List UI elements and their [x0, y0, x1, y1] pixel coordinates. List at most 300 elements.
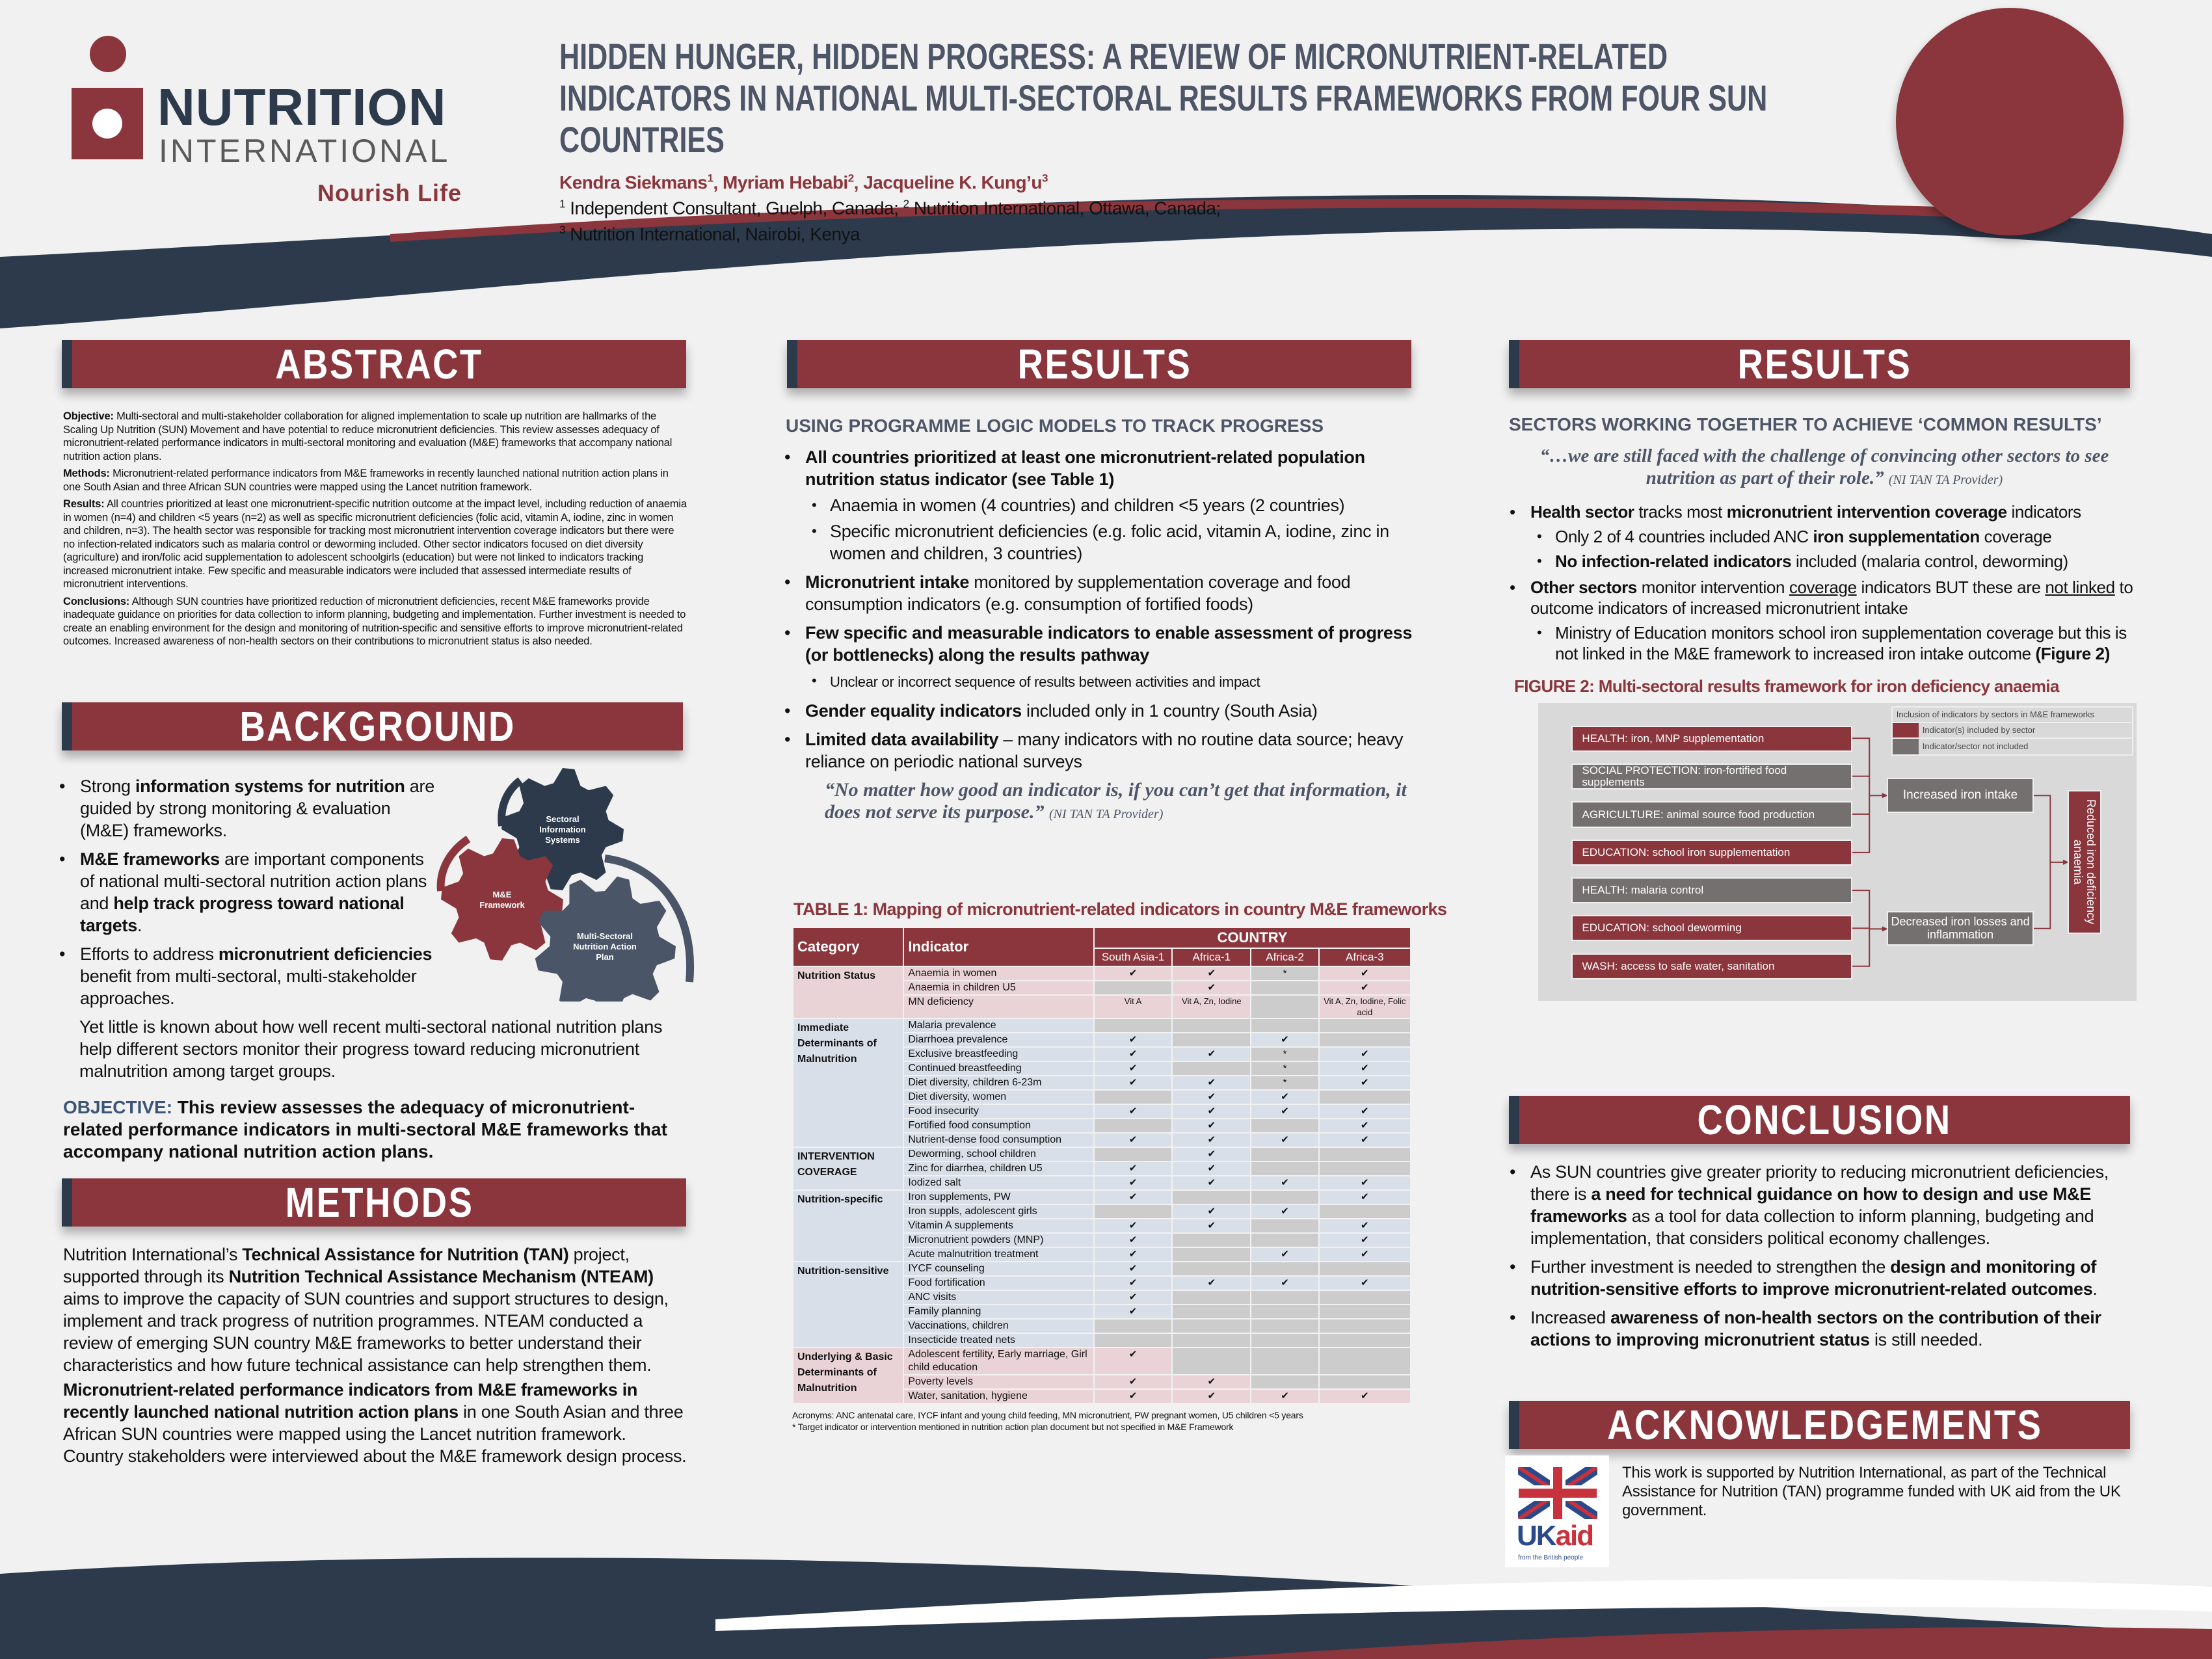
text-run: in one South Asian and three African SUN countries were mapped using the Lancet nutrition framework. Country stakeholders were interviewed about the M&E framework design process. [63, 1402, 687, 1466]
text-run: All countries prioritized at least one micronutrient-related population nutrition status indicator (see Table 1) [805, 447, 1365, 489]
results-bullets [780, 446, 1418, 773]
country-cell: ✔ [1319, 1119, 1411, 1133]
methods-body [63, 1243, 687, 1467]
country-cell [1251, 1319, 1318, 1333]
background-bullets [55, 775, 439, 1009]
country-cell: ✔ [1319, 1233, 1411, 1247]
indicator-cell: Vaccinations, children [903, 1319, 1094, 1333]
indicator-cell: Iodized salt [903, 1176, 1094, 1190]
text-run: coverage [1979, 527, 2052, 546]
column-2-flow [780, 415, 1418, 825]
country-cell: ✔ [1094, 1219, 1172, 1233]
country-cell: ✔ [1172, 1076, 1251, 1090]
conclusion-bullet [1506, 1307, 2143, 1351]
background-bullet [55, 848, 439, 936]
text-run: . [137, 916, 142, 935]
country-cell: ✔ [1094, 1233, 1172, 1247]
country-cell [1172, 1333, 1251, 1347]
legend-swatch-included [1893, 723, 1919, 737]
country-cell [1251, 1233, 1318, 1247]
author-name: Jacqueline K. $Kung’u^3$ [863, 172, 1048, 193]
indicator-cell: Diarrhoea prevalence [903, 1033, 1094, 1047]
indicator-cell: Deworming, school children [903, 1147, 1094, 1161]
country-cell: ✔ [1319, 1190, 1411, 1204]
conclusion-heading [1509, 1096, 2130, 1144]
text-run: Limited data availability [805, 730, 999, 749]
abstract-paragraph [63, 410, 687, 463]
indicator-cell: Vitamin A supplements [903, 1219, 1094, 1233]
country-cell [1319, 1305, 1411, 1319]
country-cell [1251, 1333, 1318, 1347]
category-cell: Underlying & Basic Determinants of Malnutrition [793, 1347, 903, 1403]
indicator-table [792, 927, 1411, 1433]
table-notes [792, 1409, 1411, 1433]
text-run: Anaemia in women (4 countries) and children <5 years (2 countries) [830, 496, 1345, 515]
country-cell: ✔ [1251, 1276, 1318, 1290]
indicator-cell: Food fortification [903, 1276, 1094, 1290]
country-cell: ✔ [1094, 1247, 1172, 1262]
sector-box: AGRICULTURE: animal source food production [1573, 803, 1851, 826]
sector-box: HEALTH: iron, MNP supplementation [1573, 727, 1851, 750]
country-cell [1094, 1018, 1172, 1033]
results-subheading: USING PROGRAMME LOGIC MODELS TO TRACK PROGRESS [786, 416, 1324, 436]
sector-box: EDUCATION: school iron supplementation [1573, 841, 1851, 864]
objective-label: OBJECTIVE: [63, 1097, 173, 1117]
col-header-country: COUNTRY [1094, 927, 1411, 948]
text-run: No infection-related indicators [1555, 551, 1792, 571]
background-heading [62, 702, 683, 750]
affiliation: Independent Consultant, Guelph, Canada; [565, 198, 903, 219]
country-cell: ✔ [1172, 1161, 1251, 1176]
abstract-body [63, 410, 687, 652]
quote-text: “No matter how good an indicator is, if you can’t get that information, it does not serve its purpose.” [825, 779, 1407, 823]
country-cell: ✔ [1251, 1090, 1318, 1104]
author-name: Myriam Hebabi$^2$ [723, 172, 854, 193]
country-cell: * [1251, 1047, 1318, 1061]
col-header-category: Category [793, 927, 903, 966]
text-run: Specific micronutrient deficiencies (e.g. folic acid, vitamin A, iodine, zinc in women and children, 3 countries) [830, 522, 1389, 563]
country-cell: ✔ [1094, 1305, 1172, 1319]
indicator-cell: Diet diversity, women [903, 1090, 1094, 1104]
gear-label: M&E [492, 890, 512, 899]
col-header-indicator: Indicator [903, 927, 1094, 966]
results-bullet [780, 571, 1418, 615]
country-cell: ✔ [1094, 1389, 1172, 1403]
text-run: to outcome indicators of increased micronutrient intake [1530, 577, 2133, 618]
quote-text: “…we are still faced with the challenge of convincing other sectors to see nutrition as part of their role.” [1539, 445, 2109, 488]
country-cell [1251, 1161, 1318, 1176]
country-cell: ✔ [1172, 1047, 1251, 1061]
title-line: COUNTRIES [559, 119, 725, 160]
country-cell: ✔ [1251, 1389, 1318, 1403]
country-cell [1319, 1333, 1411, 1347]
country-cell: ✔ [1094, 1061, 1172, 1076]
country-cell [1094, 1147, 1172, 1161]
country-cell [1172, 1018, 1251, 1033]
gear-label: Nutrition Action [573, 942, 637, 951]
text-run: Few specific and measurable indicators to enable assessment of progress (or bottlenecks) along the results pathway [805, 623, 1413, 665]
country-cell: ✔ [1251, 1133, 1318, 1147]
country-cell: ✔ [1172, 1090, 1251, 1104]
country-cell [1319, 1319, 1411, 1333]
column-3-flow [1506, 414, 2140, 1001]
indicator-cell: Acute malnutrition treatment [903, 1247, 1094, 1262]
text-run: Methods: [63, 468, 110, 479]
country-cell [1172, 1033, 1251, 1047]
text-run: coverage [1789, 577, 1857, 597]
results-heading [787, 340, 1411, 388]
country-cell [1094, 1090, 1172, 1104]
text-run: Unclear or incorrect sequence of results between activities and impact [830, 674, 1260, 690]
country-cell: ✔ [1251, 1104, 1318, 1119]
text-run: tracks most [1634, 502, 1727, 522]
conclusion-bullet [1506, 1256, 2143, 1300]
text-run: Only 2 of 4 countries included ANC [1555, 527, 1813, 546]
text-run: project, supported through its [63, 1245, 630, 1286]
indicator-cell: Iron suppls, adolescent girls [903, 1204, 1094, 1219]
col-header-country-name: Africa-1 [1172, 948, 1251, 966]
country-cell [1172, 1233, 1251, 1247]
sub-bullet [1530, 551, 2140, 572]
country-cell: ✔ [1319, 1176, 1411, 1190]
asterisk-note: * Target indicator or intervention mentioned in nutrition action plan document but not specified in M&E Framework [792, 1422, 1234, 1432]
text-run: a need for technical guidance on how to design and use M&E frameworks [1530, 1184, 2092, 1226]
country-cell: ✔ [1251, 1176, 1318, 1190]
country-cell [1251, 1262, 1318, 1276]
gear-label: Framework [479, 900, 525, 910]
acknowledgements-heading-text: ACKNOWLEDGEMENTS [1606, 1401, 2043, 1448]
results-bullets-2 [1506, 501, 2140, 664]
category-cell: Immediate Determinants of Malnutrition [793, 1018, 903, 1147]
country-cell: * [1251, 966, 1318, 981]
category-cell: Nutrition-specific [793, 1190, 903, 1262]
column-1-flow [55, 702, 689, 1470]
country-cell [1319, 1090, 1411, 1104]
table-row [793, 1018, 1411, 1033]
conclusion-heading-text: CONCLUSION [1697, 1096, 1952, 1143]
figure-title: FIGURE 2: Multi-sectoral results framework for iron deficiency anaemia [1514, 676, 2059, 696]
country-cell: ✔ [1172, 1119, 1251, 1133]
text-run: Health sector [1530, 502, 1634, 522]
indicator-cell: Food insecurity [903, 1104, 1094, 1119]
text-run: is still needed. [1869, 1330, 1983, 1349]
country-cell: ✔ [1319, 1219, 1411, 1233]
text-run: Efforts to address [80, 944, 219, 964]
results-bullet [780, 700, 1418, 722]
country-cell [1319, 1347, 1411, 1375]
country-cell: ✔ [1251, 1033, 1318, 1047]
sub-bullet [805, 494, 1418, 516]
gear-label: Information [539, 825, 586, 834]
text-run: Micronutrient intake [805, 572, 970, 592]
country-cell [1094, 1319, 1172, 1333]
country-cell [1319, 1033, 1411, 1047]
country-cell [1319, 1290, 1411, 1305]
text-run: iron supplementation [1813, 527, 1980, 546]
country-cell: ✔ [1319, 1047, 1411, 1061]
methods-heading [62, 1178, 686, 1227]
text-run: Conclusions: [63, 595, 130, 607]
text-run: micronutrient deficiencies [218, 944, 433, 964]
country-cell: ✔ [1094, 1347, 1172, 1375]
text-run: included only in 1 country (South Asia) [1021, 701, 1318, 721]
legend-swatch-not-included [1893, 739, 1919, 754]
country-cell: ✔ [1319, 1104, 1411, 1119]
country-cell: ✔ [1094, 1190, 1172, 1204]
country-cell [1172, 1347, 1251, 1375]
legend-title: Inclusion of indicators by sectors in M&E frameworks [1896, 710, 2094, 720]
poster-title [559, 36, 2128, 161]
country-cell [1094, 1333, 1172, 1347]
table-row [793, 1190, 1411, 1204]
results-heading-text: RESULTS [1017, 341, 1192, 388]
country-cell: ✔ [1251, 1247, 1318, 1262]
country-cell: ✔ [1319, 1133, 1411, 1147]
text-run: Multi-sectoral and multi-stakeholder collaboration for aligned implementation to scale up nutrition are hallmarks of the Scaling Up Nutrition (SUN) Movement and have potential to reduce micronutrient deficiencies. This review assesses adequacy of micronutrient-related performance indicators in multi-sectoral monitoring and evaluation (M&E) frameworks that accompany national nutrition action plans. [63, 410, 673, 462]
country-cell [1172, 1061, 1251, 1076]
country-cell [1251, 1018, 1318, 1033]
indicator-cell: Exclusive breastfeeding [903, 1047, 1094, 1061]
text-run: are important components of national multi-sectoral nutrition action plans and [80, 849, 427, 913]
country-cell: * [1251, 1076, 1318, 1090]
country-cell: ✔ [1172, 1204, 1251, 1219]
text-run: . [2092, 1279, 2098, 1299]
sector-box: HEALTH: malaria control [1573, 879, 1851, 902]
text-run: Technical Assistance for Nutrition (TAN) [242, 1245, 569, 1264]
text-run: M&E frameworks [80, 849, 220, 869]
country-cell: ✔ [1319, 1076, 1411, 1090]
abstract-heading [62, 340, 686, 388]
indicator-cell: Nutrient-dense food consumption [903, 1133, 1094, 1147]
country-cell: ✔ [1319, 1061, 1411, 1076]
logo-tagline: Nourish Life [317, 179, 462, 206]
text-run: Increased [1530, 1308, 1611, 1327]
country-cell: ✔ [1172, 981, 1251, 995]
text-run: Although SUN countries have prioritized reduction of micronutrient deficiencies, recent M&E frameworks provide inadequate guidance on priorities for data collection to inform planning, budgeting and implementation. Further investment is needed to create an enabling environment for the design and monitoring of nutrition-specific and sensitive efforts to improve micronutrient-related outcomes. Increased awareness of non-health sectors on their contributions to micronutrient status is also needed. [63, 595, 686, 647]
country-cell [1319, 1018, 1411, 1033]
text-run: indicators BUT these are [1856, 577, 2045, 597]
country-cell: ✔ [1094, 1076, 1172, 1090]
indicator-cell: Adolescent fertility, Early marriage, Girl child education [903, 1347, 1094, 1375]
country-cell: ✔ [1172, 1147, 1251, 1161]
indicator-cell: Anaemia in women [903, 966, 1094, 981]
author-name: Kendra Siekmans$^1$ [559, 172, 713, 193]
figure-legend [1891, 706, 2134, 756]
country-cell [1251, 1290, 1318, 1305]
country-cell [1094, 1204, 1172, 1219]
text-run: included (malaria control, deworming) [1791, 551, 2068, 571]
text-run: design and monitoring of nutrition-sensitive efforts to improve micronutrient-related outcomes [1530, 1257, 2097, 1299]
background-bullet [55, 775, 439, 842]
country-cell [1251, 995, 1318, 1018]
acronyms-note: Acronyms: ANC antenatal care, IYCF infant and young child feeding, MN micronutrient, PW pregnant women, U5 children <5 years [792, 1410, 1303, 1420]
indicator-cell: MN deficiency [903, 995, 1094, 1018]
country-cell [1172, 1305, 1251, 1319]
country-cell: ✔ [1319, 981, 1411, 995]
country-cell: ✔ [1094, 1262, 1172, 1276]
results-quote-2 [1515, 445, 2133, 491]
objective-text: This review assesses the adequacy of micronutrient-related performance indicators in multi-sectoral M&E frameworks that accompany national nutrition action plans. [63, 1097, 667, 1161]
text-run: As SUN countries give greater priority to reducing micronutrient deficiencies, there is [1530, 1162, 2109, 1204]
sector-box: EDUCATION: school deworming [1573, 916, 1851, 940]
text-run: are guided by strong monitoring & evaluation (M&E) frameworks. [80, 776, 434, 840]
quote-source: (NI TAN TA Provider) [1049, 807, 1164, 821]
category-cell: Nutrition Status [793, 966, 903, 1018]
abstract-paragraph [63, 467, 687, 494]
sector-box: SOCIAL PROTECTION: iron-fortified food supplements [1573, 765, 1851, 788]
country-cell: ✔ [1172, 1389, 1251, 1403]
text-run: aims to improve the capacity of SUN countries and support structures to design, implement and track progress of nutrition programmes. NTEAM conducted a review of emerging SUN country M&E frameworks to better understand their characteristics and how future technical assistance can help strengthen them. [63, 1289, 669, 1375]
country-cell: ✔ [1251, 1204, 1318, 1219]
text-run: Objective: [63, 410, 114, 422]
country-cell [1251, 1375, 1318, 1389]
table-row [793, 1262, 1411, 1276]
legend-not-included-label: Indicator/sector not included [1922, 741, 2029, 752]
country-cell: Vit A [1094, 995, 1172, 1018]
results-bullet [1506, 501, 2140, 572]
indicator-cell: IYCF counseling [903, 1262, 1094, 1276]
gear-label: Plan [596, 952, 614, 962]
text-run: micronutrient intervention coverage [1726, 502, 2007, 522]
country-cell [1172, 1247, 1251, 1262]
background-heading-text: BACKGROUND [239, 703, 516, 750]
category-cell: INTERVENTION COVERAGE [793, 1147, 903, 1190]
country-cell: ✔ [1319, 1276, 1411, 1290]
conclusion-bullets [1506, 1161, 2143, 1357]
country-cell: ✔ [1319, 1389, 1411, 1403]
indicator-cell: Malaria prevalence [903, 1018, 1094, 1033]
logo-dot-icon [90, 36, 126, 72]
country-cell: ✔ [1172, 1375, 1251, 1389]
affiliation: Nutrition International, Ottawa, Canada; [909, 198, 1221, 219]
country-cell: ✔ [1094, 1176, 1172, 1190]
results-bullet [780, 446, 1418, 564]
text-run: awareness of non-health sectors on the contribution of their actions to improving micronutrient status [1530, 1308, 2101, 1349]
country-cell: ✔ [1094, 1161, 1172, 1176]
text-run: (Figure 2) [2035, 644, 2110, 663]
country-cell: ✔ [1094, 1276, 1172, 1290]
country-cell [1251, 981, 1318, 995]
indicator-cell: Continued breastfeeding [903, 1061, 1094, 1076]
country-cell: ✔ [1172, 1276, 1251, 1290]
methods-paragraph [63, 1379, 687, 1467]
indicator-cell: Iron supplements, PW [903, 1190, 1094, 1204]
country-cell [1319, 1375, 1411, 1389]
indicator-cell: Water, sanitation, hygiene [903, 1389, 1094, 1403]
indicator-cell: Family planning [903, 1305, 1094, 1319]
country-cell: ✔ [1094, 1047, 1172, 1061]
country-cell [1319, 1204, 1411, 1219]
country-cell [1251, 1119, 1318, 1133]
country-cell: ✔ [1094, 1104, 1172, 1119]
table-row [793, 966, 1411, 981]
results-heading-2 [1509, 340, 2130, 388]
objective-statement [63, 1096, 681, 1163]
acknowledgements-heading [1509, 1401, 2130, 1449]
union-flag-icon [1518, 1467, 1597, 1519]
results-bullet [780, 728, 1418, 773]
background-paragraph: Yet little is known about how well recent multi-sectoral national nutrition plans help different sectors monitor their progress toward reducing micronutrient malnutrition among target groups. [79, 1017, 663, 1081]
country-cell: Vit A, Zn, Iodine [1172, 995, 1251, 1018]
sub-bullet [805, 670, 1418, 693]
logo-square-icon [72, 88, 143, 159]
text-run: All countries prioritized at least one micronutrient-specific nutrition outcome at the impact level, including reduction of anaemia in women (n=4) and children <5 years (n=2) as well as specific micronutrient deficiencies (folic acid, vitamin A, iodine, zinc in women and children, n=3). The health sector was responsible for tracking most micronutrient intervention coverage indicators but there were no infection-related indicators such as malaria control or deworming included. Other sector indicators focused on diet diversity (agriculture) and iron/folic acid supplementation to adolescent schoolgirls (education) but were not linked to indicators tracking increased micronutrient intake. Few specific and measurable indicators were included that assessed intermediate results of micronutrient interventions. [63, 498, 687, 590]
title-line: INDICATORS IN NATIONAL MULTI-SECTORAL RESULTS FRAMEWORKS FROM FOUR SUN [559, 77, 1768, 118]
gear-label: Sectoral [546, 814, 580, 824]
indicator-cell: Poverty levels [903, 1375, 1094, 1389]
outcome-label: Reduced iron deficiency anaemia [2071, 799, 2098, 925]
logo-word-nutrition: NUTRITION [157, 78, 447, 136]
country-cell: Vit A, Zn, Iodine, Folic acid [1319, 995, 1411, 1018]
decorative-circle [1896, 8, 2124, 235]
ukaid-logo [1505, 1455, 1609, 1567]
results-quote [825, 779, 1410, 825]
sub-bullet [1530, 622, 2140, 664]
text-run: Ministry of Education monitors school iron supplementation coverage but this is not linked in the M&E framework to increased iron intake outcome [1555, 623, 2127, 663]
results-framework-figure [1538, 703, 2137, 1001]
country-cell [1172, 1262, 1251, 1276]
country-cell [1251, 1190, 1318, 1204]
country-cell: ✔ [1172, 1133, 1251, 1147]
country-cell: ✔ [1094, 966, 1172, 981]
country-cell: ✔ [1094, 1033, 1172, 1047]
country-cell: ✔ [1172, 1104, 1251, 1119]
abstract-paragraph [63, 498, 687, 591]
quote-source: (NI TAN TA Provider) [1888, 473, 2003, 487]
indicator-cell: Micronutrient powders (MNP) [903, 1233, 1094, 1247]
country-cell: ✔ [1319, 966, 1411, 981]
ukaid-tagline: from the British people [1518, 1554, 1584, 1561]
country-cell: ✔ [1172, 966, 1251, 981]
text-run: help track progress toward national targets [80, 894, 405, 935]
results-bullet [1506, 577, 2140, 664]
indicator-cell: Fortified food consumption [903, 1119, 1094, 1133]
indicator-cell: Diet diversity, children 6-23m [903, 1076, 1094, 1090]
text-run: Other sectors [1530, 577, 1637, 597]
indicator-cell: Zinc for diarrhea, children U5 [903, 1161, 1094, 1176]
conclusion-bullet [1506, 1161, 2143, 1249]
intermediate-box: Increased iron intake [1888, 779, 2032, 811]
indicator-cell: ANC visits [903, 1290, 1094, 1305]
affiliations: $^1$ Independent Consultant, Guelph, Canada; $^2$ Nutrition International, Ottawa, Canada; $^3$ Nutrition International, Nairobi, Kenya [559, 198, 1221, 244]
country-cell [1172, 1290, 1251, 1305]
abstract-paragraph [63, 595, 687, 648]
country-cell: ✔ [1094, 1133, 1172, 1147]
abstract-heading-text: ABSTRACT [275, 341, 483, 388]
title-line: HIDDEN HUNGER, HIDDEN PROGRESS: A REVIEW OF MICRONUTRIENT-RELATED [559, 36, 1668, 77]
country-cell [1172, 1319, 1251, 1333]
outcome-box [2069, 791, 2100, 933]
text-run: Micronutrient-related performance indicators from M&E frameworks in recently launched national nutrition action plans [63, 1380, 638, 1422]
intermediate-box: Decreased iron losses and inflammation [1888, 912, 2032, 944]
text-run: Further investment is needed to strengthen the [1530, 1257, 1891, 1277]
indicator-cell: Anaemia in children U5 [903, 981, 1094, 995]
sector-box: WASH: access to safe water, sanitation [1573, 955, 1851, 978]
country-cell: ✔ [1172, 1219, 1251, 1233]
text-run: – many indicators with no routine data source; heavy reliance on periodic national surveys [805, 730, 1404, 771]
country-cell: ✔ [1094, 1290, 1172, 1305]
col-header-country-name: Africa-2 [1251, 948, 1318, 966]
text-run: Nutrition Technical Assistance Mechanism (NTEAM) [228, 1267, 654, 1286]
gear-label: Multi-Sectoral [577, 931, 633, 941]
gear-label: Systems [545, 835, 580, 845]
col-header-country-name: South Asia-1 [1094, 948, 1172, 966]
results-subheading-2: SECTORS WORKING TOGETHER TO ACHIEVE ‘COMMON RESULTS’ [1509, 414, 2102, 434]
ukaid-wordmark: UKaid [1517, 1520, 1593, 1552]
country-cell [1319, 1161, 1411, 1176]
text-run: information systems for nutrition [135, 776, 405, 796]
sub-bullet [1530, 526, 2140, 547]
